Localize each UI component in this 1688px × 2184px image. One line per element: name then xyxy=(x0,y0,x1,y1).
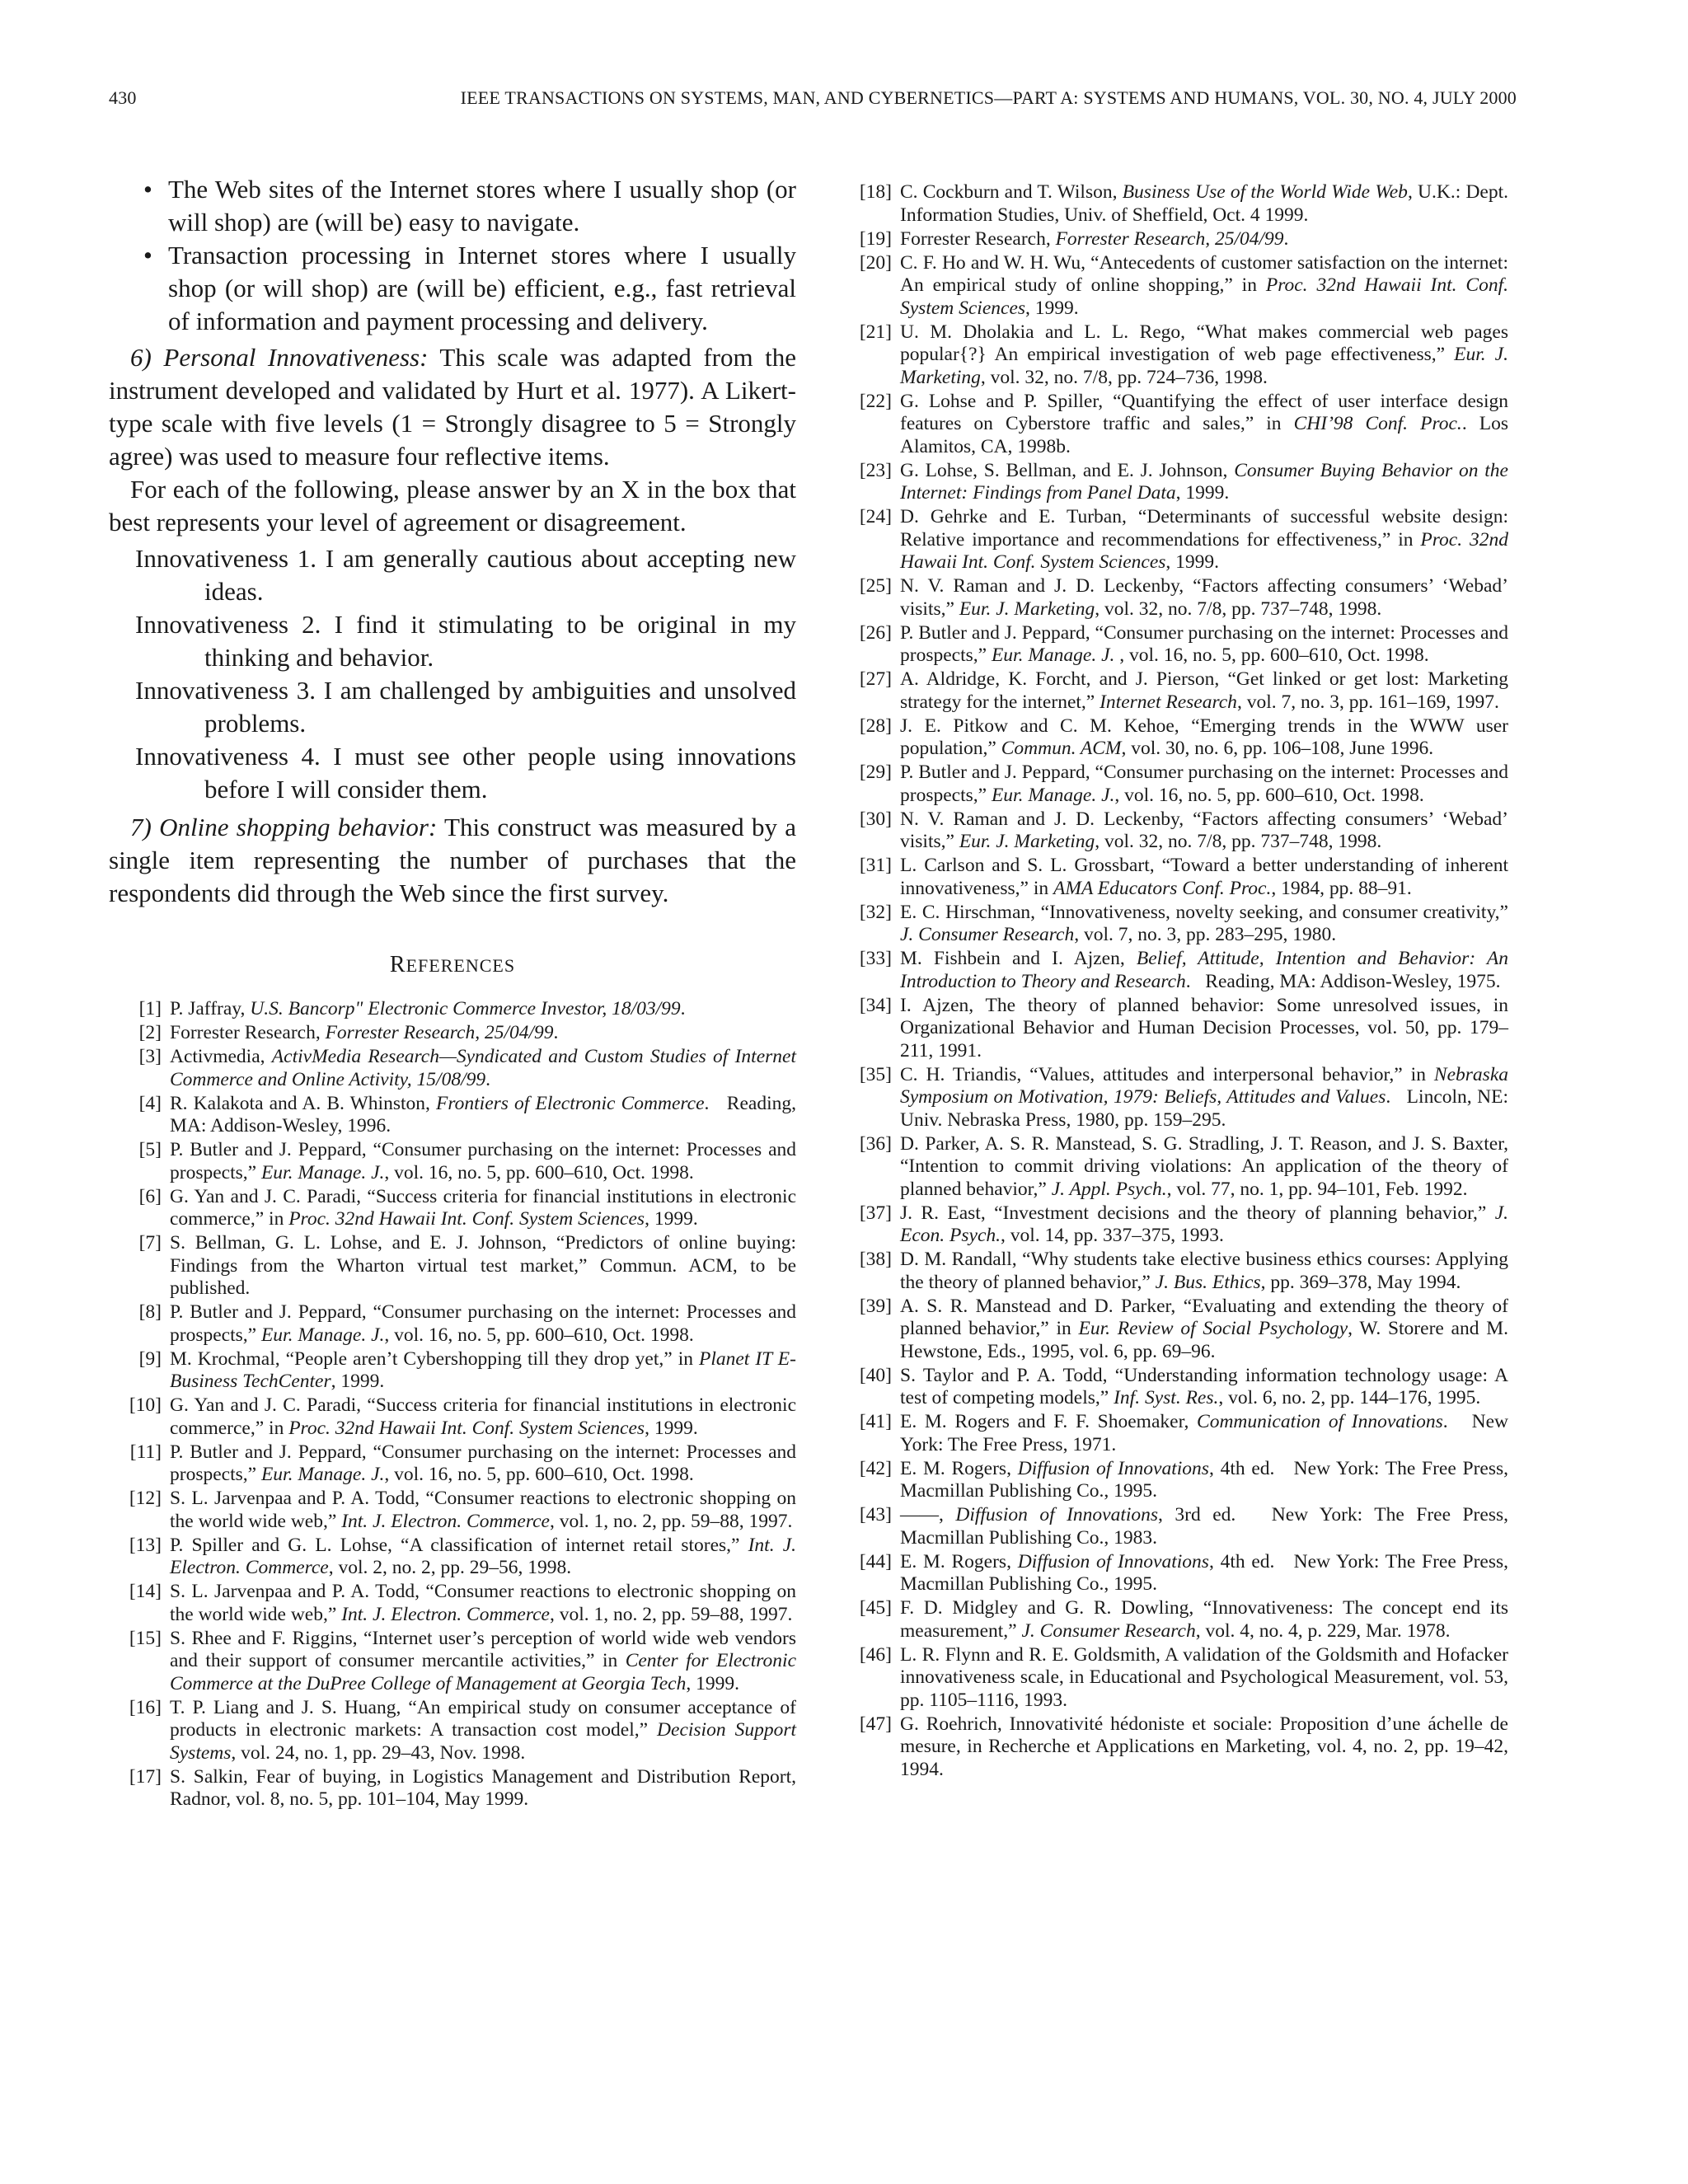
reference-text: S. L. Jarvenpaa and P. A. Todd, “Consumer reactions to electronic shopping on the world wide web,” Int. J. Electron. Commerce, vol. 1, no. 2, pp. 59–88, 1997. xyxy=(170,1488,796,1532)
reference-text: F. D. Midgley and G. R. Dowling, “Innovativeness: The concept end its measurement,” J. Consumer Research, vol. 4, no. 4, p. 229, Mar. 1978. xyxy=(900,1597,1508,1642)
reference-text: S. Bellman, G. L. Lohse, and E. J. Johnson, “Predictors of online buying: Findings from the Wharton virtual test market,” Commun. ACM, to be published. xyxy=(170,1232,796,1299)
reference-number: [29] xyxy=(859,762,892,783)
reference-item xyxy=(839,715,1508,761)
reference-text: A. Aldridge, K. Forcht, and J. Pierson, “Get linked or get lost: Marketing strategy for the internet,” Internet Research, vol. 7, no. 3, pp. 161–169, 1997. xyxy=(900,668,1508,713)
references-heading: REFERENCES xyxy=(389,952,516,977)
reference-text: G. Yan and J. C. Paradi, “Success criteria for financial institutions in electronic commerce,” in Proc. 32nd Hawaii Int. Conf. System Sciences, 1999. xyxy=(170,1394,796,1439)
instruction-paragraph: For each of the following, please answer by an X in the box that best represents your level of agreement or disagreement. xyxy=(109,475,796,537)
innovativeness-items xyxy=(109,542,796,806)
reference-text: S. Salkin, Fear of buying, in Logistics Management and Distribution Report, Radnor, vol. 8, no. 5, pp. 101–104, May 1999. xyxy=(170,1765,796,1810)
reference-text: G. Lohse and P. Spiller, “Quantifying the effect of user interface design features on Cyberstore traffic and sales,” in CHI’98 Conf. Proc.. Los Alamitos, CA, 1998b. xyxy=(900,390,1509,457)
reference-item xyxy=(109,1394,796,1440)
reference-item xyxy=(839,1133,1508,1202)
reference-text: L. Carlson and S. L. Grossbart, “Toward a better understanding of inherent innovativeness,” in AMA Educators Conf. Proc., 1984, pp. 88–91. xyxy=(900,855,1508,899)
bullet-list xyxy=(109,173,796,338)
reference-number: [3] xyxy=(138,1046,162,1067)
reference-number: [38] xyxy=(859,1249,892,1270)
reference-number: [34] xyxy=(859,994,892,1016)
reference-item xyxy=(109,1232,796,1301)
reference-text: P. Butler and J. Peppard, “Consumer purchasing on the internet: Processes and prospects,” Eur. Manage. J. , vol. 16, no. 5, pp. 600–610, Oct. 1998. xyxy=(900,621,1508,666)
reference-item xyxy=(839,1597,1508,1643)
reference-item xyxy=(109,1441,796,1487)
reference-number: [11] xyxy=(129,1441,162,1463)
reference-text: M. Krochmal, “People aren’t Cybershopping till they drop yet,” in Planet IT E-Business TechCenter, 1999. xyxy=(170,1347,796,1392)
reference-item xyxy=(109,1093,796,1138)
reference-item xyxy=(839,855,1508,900)
reference-text: R. Kalakota and A. B. Whinston, Frontiers of Electronic Commerce. Reading, MA: Addison-Wesley, 1996. xyxy=(170,1092,796,1137)
reference-text: P. Butler and J. Peppard, “Consumer purchasing on the internet: Processes and prospects,” Eur. Manage. J., vol. 16, no. 5, pp. 600–610, Oct. 1998. xyxy=(170,1441,796,1485)
reference-text: D. M. Randall, “Why students take elective business ethics courses: Applying the theory of planned behavior,” J. Bus. Ethics, pp. 369–378, May 1994. xyxy=(900,1249,1508,1293)
bullet-icon: • xyxy=(143,241,152,269)
reference-number: [2] xyxy=(138,1022,162,1043)
reference-item xyxy=(839,668,1508,714)
reference-text: U. M. Dholakia and L. L. Rego, “What makes commercial web pages popular{?} An empirical investigation of web page effectiveness,” Eur. J. Marketing, vol. 32, no. 7/8, pp. 724–736, 1998. xyxy=(900,321,1508,388)
reference-number: [17] xyxy=(129,1765,162,1788)
reference-item xyxy=(839,1296,1508,1364)
reference-number: [16] xyxy=(129,1696,162,1718)
reference-item xyxy=(839,1365,1508,1410)
section-6-paragraph xyxy=(109,341,796,473)
reference-text: N. V. Raman and J. D. Leckenby, “Factors affecting consumers’ ‘Webad’ visits,” Eur. J. Marketing, vol. 32, no. 7/8, pp. 737–748, 1998. xyxy=(900,808,1508,852)
reference-item xyxy=(839,622,1508,668)
bullet-text: The Web sites of the Internet stores where I usually shop (or will shop) are (will be) easy to navigate. xyxy=(168,175,796,237)
reference-number: [39] xyxy=(859,1295,892,1317)
reference-text: C. H. Triandis, “Values, attitudes and interpersonal behavior,” in Nebraska Symposium on Motivation, 1979: Beliefs, Attitudes and Values. Lincoln, NE: Univ. Nebraska Press, 1980, pp. 159–295. xyxy=(900,1063,1508,1131)
reference-item xyxy=(109,1535,796,1580)
reference-item xyxy=(109,1301,796,1347)
reference-number: [36] xyxy=(859,1132,892,1155)
reference-text: C. Cockburn and T. Wilson, Business Use of the World Wide Web, U.K.: Dept. Information Studies, Univ. of Sheffield, Oct. 4 1999. xyxy=(900,181,1509,226)
reference-number: [32] xyxy=(859,901,892,923)
reference-text: N. V. Raman and J. D. Leckenby, “Factors affecting consumers’ ‘Webad’ visits,” Eur. J. Marketing, vol. 32, no. 7/8, pp. 737–748, 1998. xyxy=(900,575,1508,620)
reference-text: P. Spiller and G. L. Lohse, “A classification of internet retail stores,” Int. J. Electron. Commerce, vol. 2, no. 2, pp. 29–56, 1998. xyxy=(170,1534,796,1578)
reference-item xyxy=(839,1551,1508,1596)
reference-text: L. R. Flynn and R. E. Goldsmith, A validation of the Goldsmith and Hofacker innovativeness scale, in Educational and Psychological Measurement, vol. 53, pp. 1105–1116, 1993. xyxy=(900,1643,1508,1711)
reference-number: [40] xyxy=(859,1364,892,1386)
reference-item xyxy=(839,1644,1508,1713)
innovativeness-item: Innovativeness 3. I am challenged by ambiguities and unsolved problems. xyxy=(135,676,796,738)
bullet-icon: • xyxy=(143,175,152,204)
reference-text: ——, Diffusion of Innovations, 3rd ed. New York: The Free Press, Macmillan Publishing Co., 1983. xyxy=(900,1504,1508,1549)
reference-number: [14] xyxy=(129,1581,162,1602)
reference-number: [13] xyxy=(129,1534,162,1556)
reference-text: Forrester Research, Forrester Research, 25/04/99. xyxy=(170,1022,559,1043)
reference-text: G. Yan and J. C. Paradi, “Success criteria for financial institutions in electronic commerce,” in Proc. 32nd Hawaii Int. Conf. System Sciences, 1999. xyxy=(170,1185,796,1230)
innovativeness-item: Innovativeness 1. I am generally cautious about accepting new ideas. xyxy=(135,544,796,606)
reference-text: C. F. Ho and W. H. Wu, “Antecedents of customer satisfaction on the internet: An empirical study of online shopping,” in Proc. 32nd Hawaii Int. Conf. System Sciences, 1999. xyxy=(900,251,1508,319)
reference-item xyxy=(109,1022,796,1045)
reference-number: [35] xyxy=(859,1063,892,1085)
reference-number: [18] xyxy=(859,181,892,203)
reference-number: [44] xyxy=(859,1550,892,1572)
reference-number: [6] xyxy=(138,1185,162,1207)
reference-item xyxy=(109,1628,796,1696)
reference-number: [1] xyxy=(138,998,162,1019)
running-head: IEEE TRANSACTIONS ON SYSTEMS, MAN, AND CYBERNETICS—PART A: SYSTEMS AND HUMANS, VOL. 30, NO. 4, JULY 2000 xyxy=(460,87,1517,108)
reference-item xyxy=(839,1411,1508,1456)
reference-item xyxy=(109,1046,796,1091)
reference-number: [46] xyxy=(859,1643,892,1666)
reference-text: T. P. Liang and J. S. Huang, “An empirical study on consumer acceptance of products in electronic markets: A transaction cost model,” Decision Support Systems, vol. 24, no. 1, pp. 29–43, Nov. 1998. xyxy=(170,1696,796,1764)
reference-number: [9] xyxy=(138,1347,162,1370)
reference-text: E. C. Hirschman, “Innovativeness, novelty seeking, and consumer creativity,” J. Consumer Research, vol. 7, no. 3, pp. 283–295, 1980. xyxy=(900,901,1508,945)
reference-number: [25] xyxy=(859,575,892,597)
reference-item xyxy=(839,902,1508,947)
reference-text: A. S. R. Manstead and D. Parker, “Evaluating and extending the theory of planned behavior,” in Eur. Review of Social Psychology, W. Storere and M. Hewstone, Eds., 1995, vol. 6, pp. 69–96. xyxy=(900,1295,1508,1362)
reference-number: [20] xyxy=(859,251,892,274)
reference-text: S. Rhee and F. Riggins, “Internet user’s perception of world wide web vendors and their support of consumer mercantile activities,” in Center for Electronic Commerce at the DuPree College of Management at Georgia Tech, 1999. xyxy=(170,1627,796,1694)
innovativeness-item: Innovativeness 2. I find it stimulating to be original in my thinking and behavior. xyxy=(135,610,796,672)
reference-number: [45] xyxy=(859,1597,892,1619)
reference-text: G. Roehrich, Innovativité hédoniste et sociale: Proposition d’une áchelle de mesure, in Recherche et Applications en Marketing, vol. 4, no. 2, pp. 19–42, 1994. xyxy=(900,1713,1508,1780)
bullet-item xyxy=(109,239,796,338)
reference-number: [47] xyxy=(859,1713,892,1735)
reference-item xyxy=(109,998,796,1021)
reference-item xyxy=(839,252,1508,321)
section-7-paragraph xyxy=(109,811,796,910)
reference-item xyxy=(839,1458,1508,1503)
reference-number: [8] xyxy=(138,1301,162,1323)
page-header xyxy=(109,87,1517,117)
reference-number: [31] xyxy=(859,855,892,876)
reference-item xyxy=(839,1504,1508,1549)
reference-number: [22] xyxy=(859,390,892,412)
reference-item xyxy=(839,391,1508,459)
reference-item xyxy=(839,948,1508,993)
reference-number: [33] xyxy=(859,948,892,969)
reference-item xyxy=(109,1697,796,1765)
reference-item xyxy=(109,1581,796,1626)
reference-text: Activmedia, ActivMedia Research—Syndicated and Custom Studies of Internet Commerce and Online Activity, 15/08/99. xyxy=(170,1046,796,1090)
reference-item xyxy=(839,1202,1508,1248)
reference-number: [24] xyxy=(859,506,892,527)
reference-item xyxy=(839,460,1508,505)
reference-number: [23] xyxy=(859,459,892,481)
reference-item xyxy=(109,1139,796,1184)
reference-text: P. Jaffray, U.S. Bancorp" Electronic Commerce Investor, 18/03/99. xyxy=(170,998,686,1019)
bullet-text: Transaction processing in Internet stores where I usually shop (or will shop) are (will be) efficient, e.g., fast retrieval of information and payment processing and delivery. xyxy=(168,241,796,335)
bullet-item xyxy=(109,173,796,239)
right-column xyxy=(839,181,1508,1783)
reference-text: P. Butler and J. Peppard, “Consumer purchasing on the internet: Processes and prospects,” Eur. Manage. J., vol. 16, no. 5, pp. 600–610, Oct. 1998. xyxy=(170,1139,796,1183)
reference-text: D. Gehrke and E. Turban, “Determinants of successful website design: Relative importance and recommendations for effectiveness,” in Proc. 32nd Hawaii Int. Conf. System Sciences, 1999. xyxy=(900,506,1508,573)
reference-text: J. E. Pitkow and C. M. Kehoe, “Emerging trends in the WWW user population,” Commun. ACM, vol. 30, no. 6, pp. 106–108, June 1996. xyxy=(900,715,1508,759)
reference-number: [28] xyxy=(859,715,892,737)
reference-number: [30] xyxy=(859,808,892,830)
reference-text: E. M. Rogers and F. F. Shoemaker, Communication of Innovations. New York: The Free Press, 1971. xyxy=(900,1411,1509,1455)
reference-number: [21] xyxy=(859,321,892,343)
reference-number: [27] xyxy=(859,668,892,690)
section-6-heading: 6) Personal Innovativeness: xyxy=(130,343,429,372)
section-7-text: This construct was measured by a single item representing the number of purchases that the respondents did through the Web since the first survey. xyxy=(109,813,796,907)
reference-item xyxy=(839,1064,1508,1132)
reference-list-right xyxy=(839,181,1508,1781)
reference-text: I. Ajzen, The theory of planned behavior: Some unresolved issues, in Organizational Behavior and Human Decision Processes, vol. 50, pp. 179–211, 1991. xyxy=(900,994,1508,1062)
reference-text: E. M. Rogers, Diffusion of Innovations, 4th ed. New York: The Free Press, Macmillan Publishing Co., 1995. xyxy=(900,1457,1509,1502)
reference-item xyxy=(839,1249,1508,1294)
reference-text: P. Butler and J. Peppard, “Consumer purchasing on the internet: Processes and prospects,” Eur. Manage. J., vol. 16, no. 5, pp. 600–610, Oct. 1998. xyxy=(900,762,1508,806)
section-6-text: This scale was adapted from the instrument developed and validated by Hurt et al. 1977). A Likert-type scale with five levels (1 = Strongly disagree to 5 = Strongly agree) was used to measure four reflective items. xyxy=(109,343,797,471)
reference-text: J. R. East, “Investment decisions and the theory of planning behavior,” J. Econ. Psych., vol. 14, pp. 337–375, 1993. xyxy=(900,1202,1508,1246)
reference-list-left xyxy=(109,998,796,1811)
reference-item xyxy=(109,1488,796,1533)
reference-number: [26] xyxy=(859,621,892,644)
reference-text: G. Lohse, S. Bellman, and E. J. Johnson, Consumer Buying Behavior on the Internet: Findings from Panel Data, 1999. xyxy=(900,459,1508,504)
reference-item xyxy=(839,181,1508,227)
reference-item xyxy=(839,575,1508,621)
page-number: 430 xyxy=(109,87,137,108)
reference-item xyxy=(109,1348,796,1394)
reference-text: D. Parker, A. S. R. Manstead, S. G. Stradling, J. T. Reason, and J. S. Baxter, “Intention to commit driving violations: An application of the theory of planned behavior,” J. Appl. Psych., vol. 77, no. 1, pp. 94–101, Feb. 1992. xyxy=(900,1132,1508,1200)
reference-item xyxy=(839,762,1508,807)
reference-number: [37] xyxy=(859,1202,892,1224)
reference-text: S. Taylor and P. A. Todd, “Understanding information technology usage: A test of competing models,” Inf. Syst. Res., vol. 6, no. 2, pp. 144–176, 1995. xyxy=(900,1364,1508,1408)
reference-item xyxy=(839,1713,1508,1782)
reference-item xyxy=(839,321,1508,390)
reference-item xyxy=(109,1186,796,1231)
reference-number: [15] xyxy=(129,1627,162,1649)
reference-number: [12] xyxy=(129,1488,162,1509)
reference-number: [42] xyxy=(859,1457,892,1479)
reference-number: [43] xyxy=(859,1504,892,1526)
reference-number: [7] xyxy=(138,1232,162,1254)
reference-item xyxy=(109,1766,796,1811)
reference-item xyxy=(839,506,1508,574)
reference-text: E. M. Rogers, Diffusion of Innovations, 4th ed. New York: The Free Press, Macmillan Publishing Co., 1995. xyxy=(900,1550,1509,1595)
reference-number: [4] xyxy=(138,1092,162,1114)
reference-text: Forrester Research, Forrester Research, 25/04/99. xyxy=(900,227,1289,250)
reference-text: S. L. Jarvenpaa and P. A. Todd, “Consumer reactions to electronic shopping on the world wide web,” Int. J. Electron. Commerce, vol. 1, no. 2, pp. 59–88, 1997. xyxy=(170,1581,796,1625)
reference-item xyxy=(839,228,1508,251)
reference-number: [10] xyxy=(129,1394,162,1416)
reference-text: P. Butler and J. Peppard, “Consumer purchasing on the internet: Processes and prospects,” Eur. Manage. J., vol. 16, no. 5, pp. 600–610, Oct. 1998. xyxy=(170,1301,796,1346)
reference-number: [41] xyxy=(859,1411,892,1432)
innovativeness-item: Innovativeness 4. I must see other people using innovations before I will consider them. xyxy=(135,742,796,804)
section-7-heading: 7) Online shopping behavior: xyxy=(130,813,438,841)
reference-number: [19] xyxy=(859,227,892,250)
left-column xyxy=(109,173,796,1812)
reference-text: M. Fishbein and I. Ajzen, Belief, Attitude, Intention and Behavior: An Introduction to Theory and Research. Reading, MA: Addison-Wesley, 1975. xyxy=(900,948,1508,992)
reference-item xyxy=(839,995,1508,1063)
reference-item xyxy=(839,808,1508,854)
reference-number: [5] xyxy=(138,1139,162,1160)
